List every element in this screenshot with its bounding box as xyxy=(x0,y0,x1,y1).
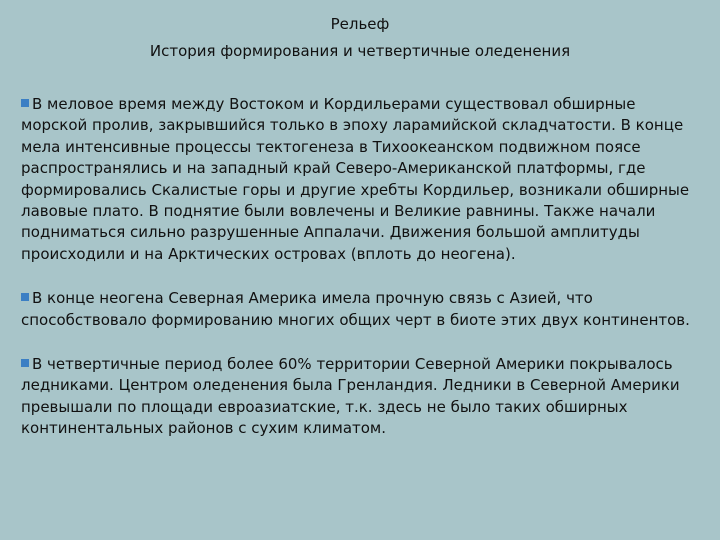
bullet-item-neogene xyxy=(21,288,697,331)
bullet-item-cretaceous xyxy=(21,94,697,265)
bullet-item-quaternary xyxy=(21,354,697,440)
slide-title: Рельеф xyxy=(330,15,390,33)
bullet-list xyxy=(21,94,697,463)
bullet-text: В четвертичные период более 60% территории Северной Америки покрывалось ледниками. Центром оледенения была Гренландия. Ледники в Северной Америки превышали по площади евроазиатские, т.к. здесь не было таких обширных континентальных районов с сухим климатом. xyxy=(21,355,680,438)
bullet-square-icon xyxy=(21,293,29,301)
bullet-square-icon xyxy=(21,99,29,107)
bullet-square-icon xyxy=(21,359,29,367)
bullet-text: В конце неогена Северная Америка имела прочную связь с Азией, что способствовало формированию многих общих черт в биоте этих двух континентов. xyxy=(21,289,690,329)
slide-subtitle: История формирования и четвертичные оледенения xyxy=(149,42,571,60)
bullet-text: В меловое время между Востоком и Кордильерами существовал обширные морской пролив, закрывшийся только в эпоху ларамийской складчатости. В конце мела интенсивные процессы тектогенеза в Тихоокеанском подвижном поясе распространялись и на западный край Северо-Американской платформы, где формировались Скалистые горы и другие хребты Кордильер, возникали обширные лавовые плато. В поднятие были вовлечены и Великие равнины. Также начали подниматься сильно разрушенные Аппалачи. Движения большой амплитуды происходили и на Арктических островах (вплоть до неогена). xyxy=(21,95,690,263)
